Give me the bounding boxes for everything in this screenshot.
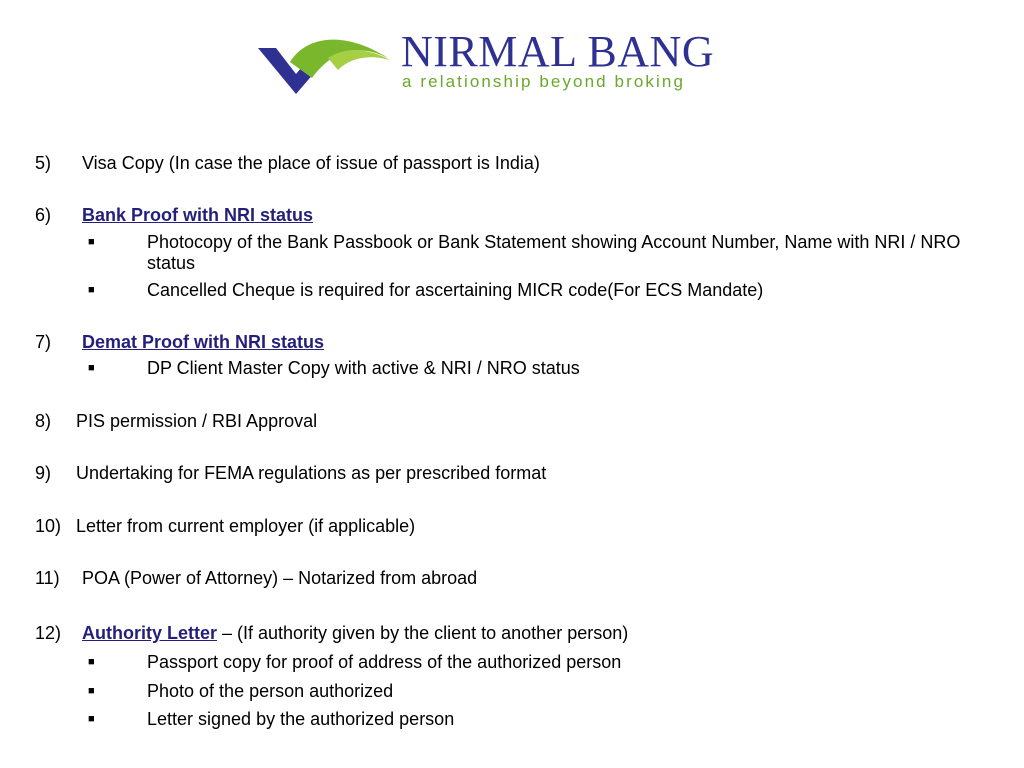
item-number: 6) (35, 205, 52, 225)
item-heading: Demat Proof with NRI status (82, 332, 325, 352)
bullet-text: Photo of the person authorized (147, 681, 394, 701)
company-logo (256, 26, 766, 98)
bullet-icon: ■ (88, 685, 95, 697)
item-text: POA (Power of Attorney) – Notarized from abroad (82, 568, 478, 588)
logo-mark-icon (256, 28, 396, 96)
bullet-text: Letter signed by the authorized person (147, 709, 455, 729)
bullet-icon: ■ (88, 713, 95, 725)
item-number: 10) (35, 516, 62, 536)
item-number: 12) (35, 623, 62, 643)
item-text: – (If authority given by the client to another person) (217, 623, 629, 643)
bullet-text: Passport copy for proof of address of the authorized person (147, 652, 622, 672)
bullet-icon: ■ (88, 656, 95, 668)
item-text: PIS permission / RBI Approval (76, 411, 318, 431)
item-text: Letter from current employer (if applicable) (76, 516, 416, 536)
item-number: 8) (35, 411, 52, 431)
item-number: 11) (35, 568, 60, 588)
bullet-icon: ■ (88, 284, 95, 296)
item-number: 7) (35, 332, 52, 352)
bullet-icon: ■ (88, 362, 95, 374)
item-number: 9) (35, 463, 52, 483)
brand-tagline: a relationship beyond broking (402, 72, 685, 91)
bullet-text: Cancelled Cheque is required for ascertaining MICR code(For ECS Mandate) (147, 280, 764, 300)
item-text: Undertaking for FEMA regulations as per prescribed format (76, 463, 547, 483)
bullet-icon: ■ (88, 236, 95, 248)
item-heading: Authority Letter (82, 623, 217, 643)
bullet-text: Photocopy of the Bank Passbook or Bank Statement showing Account Number, Name with NRI / NRO status (147, 232, 961, 273)
item-number: 5) (35, 153, 52, 173)
brand-name: NIRMAL BANG (401, 27, 715, 76)
bullet-text: DP Client Master Copy with active & NRI / NRO status (147, 358, 580, 378)
item-heading: Bank Proof with NRI status (82, 205, 314, 225)
item-text: Visa Copy (In case the place of issue of passport is India) (82, 153, 540, 173)
